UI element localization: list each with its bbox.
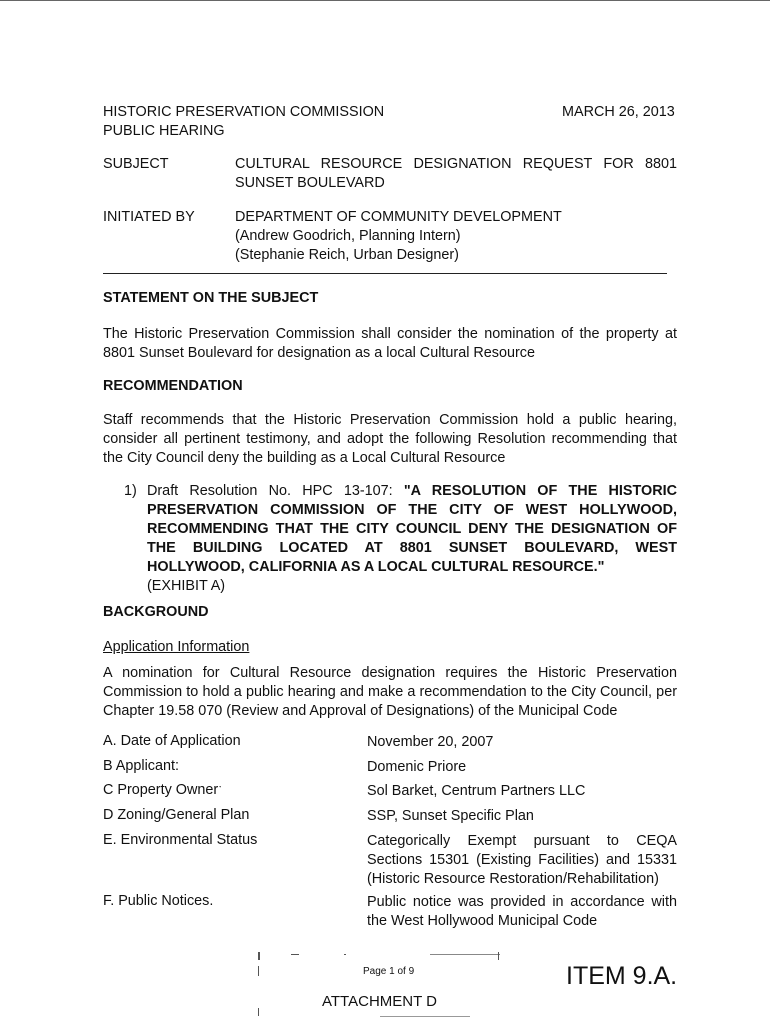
page-top-edge [0, 0, 770, 1]
detail-value: November 20, 2007 [367, 734, 494, 750]
initiated-person-1: (Andrew Goodrich, Planning Intern) [235, 228, 461, 244]
hearing-type: PUBLIC HEARING [103, 123, 225, 139]
scan-mark [258, 1008, 259, 1016]
recommendation-text: Staff recommends that the Historic Preservation Commission hold a public hearing, consider all pertinent testimony, and adopt the following Resolution recommending that the City Council deny the building as a Local Cultural Resource [103, 412, 677, 466]
detail-value: Sol Barket, Centrum Partners LLC [367, 783, 586, 799]
detail-value: SSP, Sunset Specific Plan [367, 808, 534, 824]
resolution-prefix: Draft Resolution No. HPC 13-107: [147, 483, 393, 499]
scan-mark [380, 1016, 470, 1017]
detail-label: A. Date of Application [103, 733, 241, 749]
header-block [103, 103, 384, 141]
detail-value: Public notice was provided in accordance with the West Hollywood Municipal Code [367, 894, 677, 929]
detail-value: Categorically Exempt pursuant to CEQA Sections 15301 (Existing Facilities) and 15331 (Historic Resource Restoration/Rehabilitation) [367, 833, 677, 887]
initiated-label: INITIATED BY [103, 209, 195, 225]
subject-label: SUBJECT [103, 156, 169, 172]
page-number: Page 1 of 9 [363, 966, 415, 977]
initiated-department: DEPARTMENT OF COMMUNITY DEVELOPMENT [235, 209, 562, 225]
recommendation-heading: RECOMMENDATION [103, 378, 243, 394]
subject-line-2: SUNSET BOULEVARD [235, 175, 385, 191]
detail-label: D Zoning/General Plan [103, 807, 250, 823]
hearing-date: MARCH 26, 2013 [562, 104, 675, 120]
detail-value: Domenic Priore [367, 759, 467, 775]
scan-mark [344, 954, 346, 955]
resolution-body [147, 482, 677, 596]
background-text: A nomination for Cultural Resource designation requires the Historic Preservation Commission to hold a public hearing and make a recommendation to the City Council, per Chapter 19.58 070 (Review and Approval of Designations) of the Municipal Code [103, 665, 677, 719]
resolution-exhibit: (EXHIBIT A) [147, 578, 226, 594]
scan-mark [498, 952, 499, 960]
subject-text [235, 155, 677, 193]
initiated-text [235, 208, 562, 265]
statement-text: The Historic Preservation Commission shall consider the nomination of the property at 8801 Sunset Boulevard for designation as a local Cultural Resource [103, 326, 677, 361]
scan-mark [430, 954, 500, 955]
application-info-subheading: Application Information [103, 639, 250, 655]
attachment-label: ATTACHMENT D [322, 993, 437, 1010]
commission-name: HISTORIC PRESERVATION COMMISSION [103, 104, 385, 120]
initiated-person-2: (Stephanie Reich, Urban Designer) [235, 247, 459, 263]
list-number: 1) [124, 483, 137, 499]
detail-label: F. Public Notices. [103, 893, 214, 909]
item-number: ITEM 9.A. [566, 962, 678, 990]
subject-line-1: CULTURAL RESOURCE DESIGNATION REQUEST FOR 8801 [235, 156, 677, 172]
detail-label: B Applicant: [103, 758, 180, 774]
scan-mark [291, 954, 299, 955]
detail-label: E. Environmental Status [103, 832, 258, 848]
scan-mark [258, 952, 260, 960]
statement-heading: STATEMENT ON THE SUBJECT [103, 290, 319, 306]
section-divider [103, 273, 667, 274]
resolution-title: "A RESOLUTION OF THE HISTORIC PRESERVATION COMMISSION OF THE CITY OF WEST HOLLYWOOD, RECOMMENDING THAT THE CITY COUNCIL DENY THE DESIGNATION OF THE BUILDING LOCATED AT 8801 SUNSET BOULEVARD, WEST HOLLYWOOD, CALIFORNIA AS A LOCAL CULTURAL RESOURCE." [147, 483, 678, 575]
detail-label: C Property Ownerˑ [103, 782, 223, 798]
scan-mark [258, 966, 259, 976]
background-heading: BACKGROUND [103, 604, 209, 620]
